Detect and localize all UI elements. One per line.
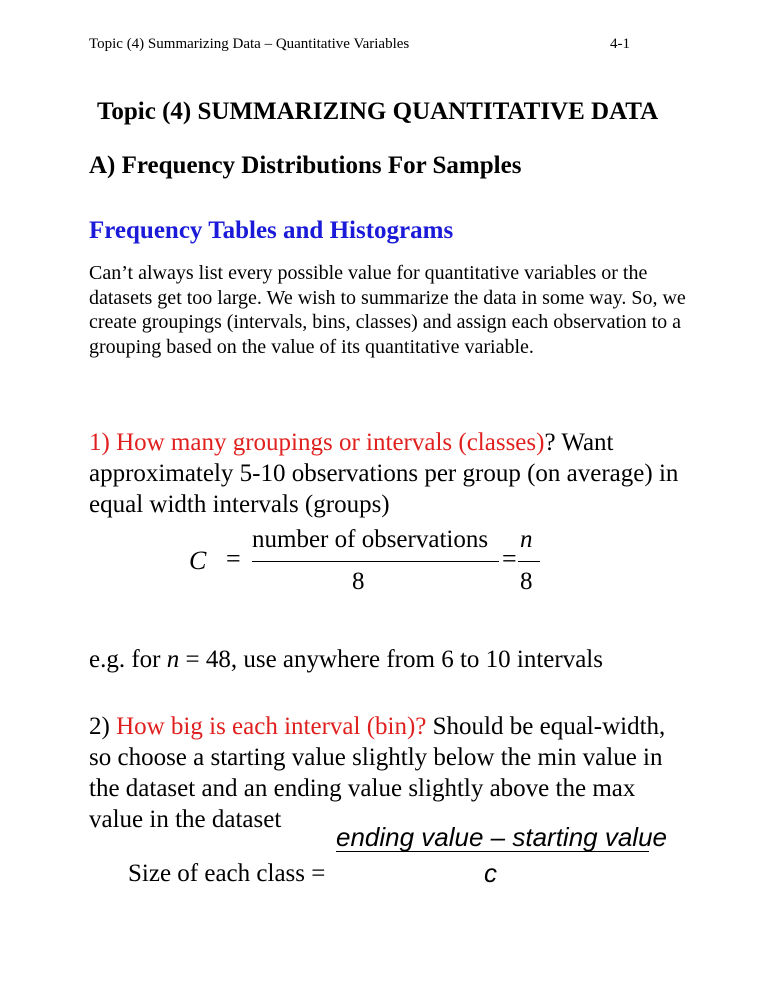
example-n: n xyxy=(166,646,180,673)
example-prefix: e.g. for xyxy=(89,646,167,673)
page-title: Topic (4) SUMMARIZING QUANTITATIVE DATA xyxy=(97,98,659,125)
formula-1-fraction-bar xyxy=(252,561,499,562)
formula-1-denominator: 8 xyxy=(352,568,365,595)
page-number: 4-1 xyxy=(610,36,630,52)
example-suffix: = 48, use anywhere from 6 to 10 intervals xyxy=(179,646,603,673)
point-1-paragraph xyxy=(89,427,709,520)
intro-paragraph: Can’t always list every possible value for quantitative variables or the datasets get too large. We wish to summarize the data in some way. So, we create groupings (intervals, bins, classes) and assign each observation to a grouping based on the value of its quantitative variable. xyxy=(89,262,686,358)
point-2-question: How big is each interval (bin)? xyxy=(116,713,427,740)
point-1-question: 1) How many groupings or intervals (classes) xyxy=(89,429,545,456)
formula-2-lhs: Size of each class = xyxy=(128,860,326,887)
formula-2-fraction-bar xyxy=(336,851,649,852)
point-2-paragraph xyxy=(89,711,689,835)
subsection-heading: Frequency Tables and Histograms xyxy=(89,217,454,244)
formula-1-equals-2: = xyxy=(502,544,517,573)
formula-1-denominator-2: 8 xyxy=(520,568,533,595)
formula-1-numerator: number of observations xyxy=(252,526,489,553)
page-header-title: Topic (4) Summarizing Data – Quantitative Variables xyxy=(89,36,410,52)
formula-2-denominator: c xyxy=(484,858,497,888)
formula-1-lhs: C xyxy=(189,546,207,575)
formula-1-equals: = xyxy=(226,544,241,573)
example-line xyxy=(89,646,603,674)
formula-1-fraction-bar-2 xyxy=(518,561,540,562)
formula-1-n: n xyxy=(520,526,533,553)
point-2-text: Should be equal-width, so choose a starting value slightly below the min value in the dataset and an ending value slightly above the max value in the dataset xyxy=(89,713,666,833)
section-heading-a: A) Frequency Distributions For Samples xyxy=(89,152,522,179)
point-1-text: ? Want approximately 5-10 observations per group (on average) in equal width intervals (groups) xyxy=(89,429,679,518)
formula-2-numerator: ending value – starting value xyxy=(336,822,668,852)
point-2-number: 2) xyxy=(89,713,117,740)
